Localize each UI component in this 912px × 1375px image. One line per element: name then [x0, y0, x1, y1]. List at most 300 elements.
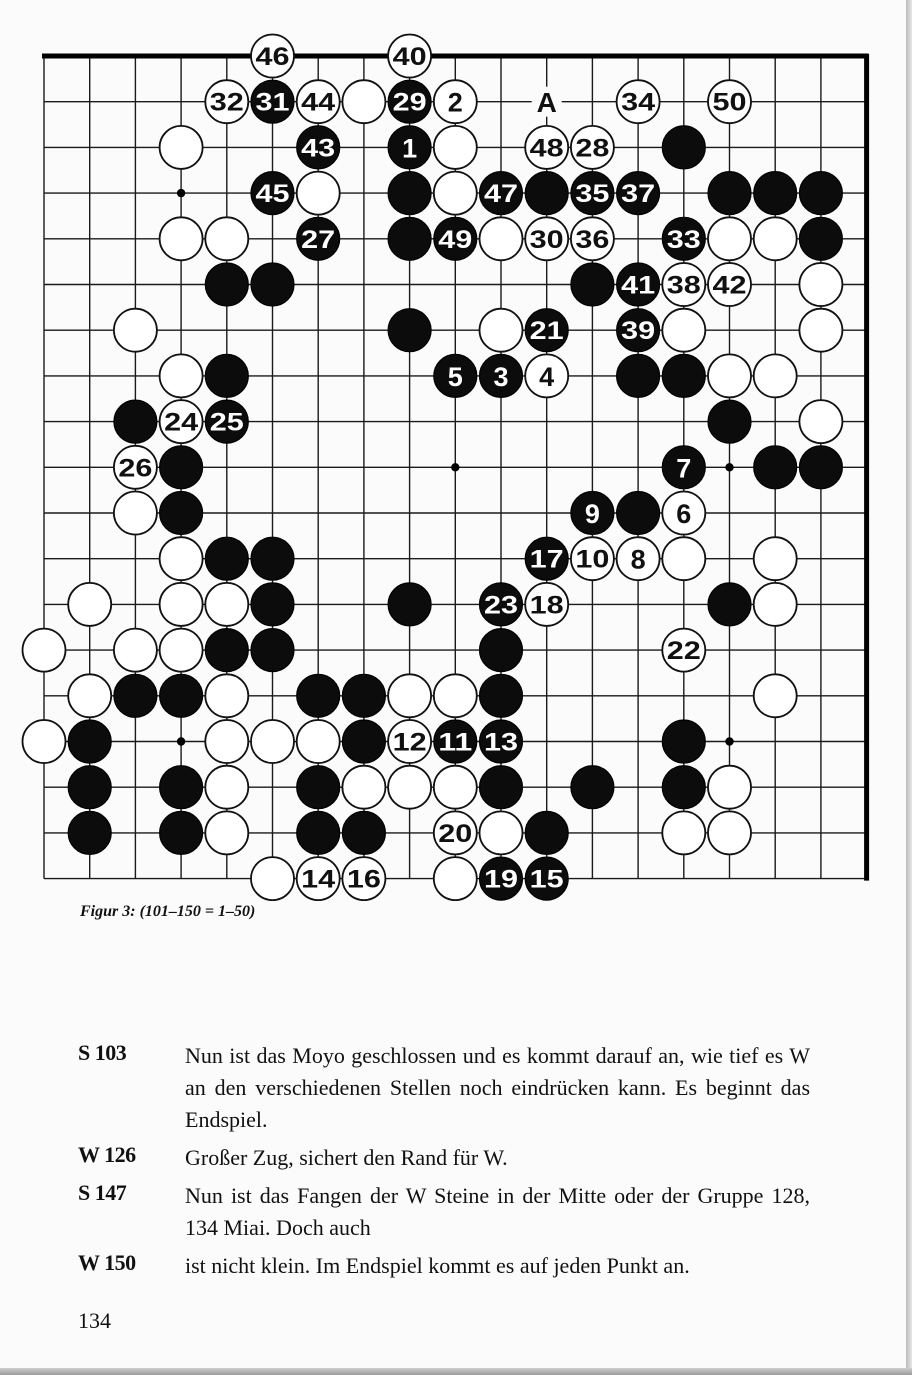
white-stone-disc	[160, 629, 203, 672]
black-stone-disc	[617, 492, 660, 535]
white-stone	[799, 309, 842, 352]
stone-move-number: 14	[301, 865, 336, 894]
black-stone	[708, 400, 751, 443]
page-edge-bottom	[0, 1368, 912, 1375]
black-stone	[297, 674, 340, 717]
white-stone-disc	[342, 80, 385, 123]
white-stone	[114, 629, 157, 672]
white-stone-disc	[297, 720, 340, 763]
stone-move-number: 30	[529, 225, 564, 254]
stone-move-number: 36	[575, 225, 610, 254]
stone-move-number: 34	[621, 88, 656, 117]
stone-move-number: 12	[392, 728, 427, 757]
white-stone	[23, 720, 66, 763]
white-stone	[662, 811, 705, 854]
black-stone-disc	[480, 674, 523, 717]
white-stone	[251, 857, 294, 900]
black-stone	[617, 263, 660, 306]
white-stone	[342, 766, 385, 809]
black-stone	[297, 217, 340, 260]
black-stone	[480, 354, 523, 397]
note-entry	[78, 1250, 818, 1282]
black-stone	[617, 172, 660, 215]
black-stone	[297, 126, 340, 169]
black-stone	[480, 172, 523, 215]
black-stone	[205, 354, 248, 397]
black-stone-disc	[662, 354, 705, 397]
white-stone	[708, 263, 751, 306]
stone-move-number: 8	[630, 544, 646, 575]
white-stone-disc	[754, 674, 797, 717]
white-stone	[388, 35, 431, 78]
black-stone-disc	[662, 766, 705, 809]
black-stone-disc	[205, 537, 248, 580]
stone-move-number: 18	[529, 591, 564, 620]
black-stone	[342, 811, 385, 854]
white-stone-disc	[434, 126, 477, 169]
white-stone	[571, 217, 614, 260]
white-stone-disc	[205, 811, 248, 854]
black-stone	[160, 766, 203, 809]
white-stone-disc	[480, 309, 523, 352]
stone-move-number: 50	[712, 88, 747, 117]
black-stone-disc	[68, 811, 111, 854]
white-stone	[297, 80, 340, 123]
black-stone	[388, 80, 431, 123]
black-stone	[617, 354, 660, 397]
black-stone	[205, 263, 248, 306]
black-stone	[525, 537, 568, 580]
black-stone-disc	[160, 766, 203, 809]
stone-move-number: 38	[666, 271, 701, 300]
black-stone	[434, 720, 477, 763]
white-stone	[617, 80, 660, 123]
stone-move-number: 40	[392, 43, 427, 71]
star-point	[177, 189, 185, 197]
white-stone-disc	[160, 354, 203, 397]
black-stone-disc	[68, 766, 111, 809]
white-stone	[480, 811, 523, 854]
black-stone	[68, 811, 111, 854]
white-stone	[708, 811, 751, 854]
white-stone	[525, 217, 568, 260]
black-stone	[251, 537, 294, 580]
black-stone	[388, 126, 431, 169]
white-stone	[434, 674, 477, 717]
star-point	[725, 463, 733, 471]
black-stone	[708, 172, 751, 215]
black-stone	[205, 537, 248, 580]
black-stone-disc	[297, 674, 340, 717]
black-stone-disc	[799, 217, 842, 260]
stone-move-number: 13	[484, 728, 518, 757]
black-stone	[617, 492, 660, 535]
note-move-label: S 147	[78, 1180, 127, 1205]
white-stone	[114, 492, 157, 535]
stone-move-number: 49	[438, 225, 473, 254]
black-stone	[571, 172, 614, 215]
white-stone	[662, 309, 705, 352]
stone-move-number: 21	[529, 317, 564, 346]
black-stone	[617, 309, 660, 352]
black-stone-disc	[480, 766, 523, 809]
white-stone	[708, 80, 751, 123]
white-stone	[342, 857, 385, 900]
white-stone	[708, 354, 751, 397]
white-stone	[525, 583, 568, 626]
commentary	[78, 1040, 818, 1288]
white-stone-disc	[114, 492, 157, 535]
black-stone	[251, 172, 294, 215]
white-stone-disc	[297, 172, 340, 215]
white-stone	[480, 217, 523, 260]
white-stone-disc	[205, 217, 248, 260]
black-stone-disc	[114, 400, 157, 443]
black-stone	[388, 217, 431, 260]
black-stone	[114, 674, 157, 717]
white-stone	[799, 263, 842, 306]
stone-move-number: 10	[575, 545, 610, 574]
white-stone-disc	[160, 217, 203, 260]
white-stone	[754, 674, 797, 717]
stone-move-number: 48	[529, 134, 564, 163]
black-stone	[342, 674, 385, 717]
white-stone	[297, 857, 340, 900]
black-stone	[342, 720, 385, 763]
black-stone	[205, 629, 248, 672]
white-stone	[525, 126, 568, 169]
black-stone-disc	[251, 263, 294, 306]
black-stone	[799, 446, 842, 489]
stone-move-number: 26	[118, 454, 153, 483]
stone-move-number: 2	[447, 87, 463, 118]
marker-letter: A	[536, 87, 557, 119]
note-entry	[78, 1180, 818, 1244]
black-stone-disc	[388, 583, 431, 626]
white-stone	[205, 80, 248, 123]
white-stone-disc	[205, 674, 248, 717]
black-stone-disc	[525, 811, 568, 854]
black-stone	[388, 583, 431, 626]
stone-move-number: 39	[621, 317, 656, 346]
black-stone	[525, 811, 568, 854]
black-stone	[480, 766, 523, 809]
white-stone-disc	[434, 766, 477, 809]
black-stone-disc	[754, 172, 797, 215]
stone-move-number: 46	[255, 43, 290, 71]
black-stone-disc	[388, 172, 431, 215]
black-stone	[571, 263, 614, 306]
white-stone	[297, 172, 340, 215]
black-stone	[799, 172, 842, 215]
white-stone-disc	[205, 766, 248, 809]
stone-move-number: 25	[209, 408, 244, 437]
stone-move-number: 4	[539, 361, 555, 392]
white-stone	[434, 126, 477, 169]
white-stone	[662, 629, 705, 672]
white-stone-disc	[799, 263, 842, 306]
black-stone	[114, 400, 157, 443]
white-stone-disc	[23, 720, 66, 763]
stone-move-number: 1	[402, 133, 418, 164]
white-stone	[205, 720, 248, 763]
white-stone-disc	[662, 537, 705, 580]
star-point	[177, 737, 185, 745]
white-stone	[251, 720, 294, 763]
white-stone	[23, 629, 66, 672]
black-stone	[251, 263, 294, 306]
stone-move-number: 42	[712, 271, 747, 300]
black-stone-disc	[251, 537, 294, 580]
black-stone	[388, 172, 431, 215]
white-stone	[205, 766, 248, 809]
black-stone	[480, 583, 523, 626]
white-stone-disc	[708, 354, 751, 397]
black-stone-disc	[205, 354, 248, 397]
white-stone	[434, 811, 477, 854]
white-stone	[160, 126, 203, 169]
page-edge-right	[906, 0, 912, 1375]
page-number: 134	[78, 1308, 111, 1333]
black-stone	[160, 492, 203, 535]
figure-caption: Figur 3: (101–150 = 1–50)	[80, 903, 256, 920]
white-stone	[434, 172, 477, 215]
white-stone	[205, 217, 248, 260]
stone-move-number: 16	[346, 865, 381, 894]
white-stone	[160, 217, 203, 260]
point-marker	[532, 87, 562, 119]
black-stone-disc	[160, 674, 203, 717]
stone-move-number: 28	[575, 134, 610, 163]
white-stone-disc	[480, 217, 523, 260]
black-stone-disc	[342, 811, 385, 854]
white-stone	[114, 309, 157, 352]
white-stone	[754, 537, 797, 580]
note-move-label: S 103	[78, 1040, 127, 1065]
stone-move-number: 7	[676, 453, 692, 484]
black-stone-disc	[160, 446, 203, 489]
black-stone-disc	[708, 583, 751, 626]
white-stone-disc	[754, 537, 797, 580]
black-stone	[571, 766, 614, 809]
black-stone	[480, 674, 523, 717]
note-text: Nun ist das Moyo geschlossen und es kommt darauf an, wie tief es W an den verschiedenen Stellen noch eindrücken kann. Es beginnt das Endspiel.	[185, 1043, 810, 1132]
black-stone	[662, 720, 705, 763]
black-stone-disc	[617, 354, 660, 397]
white-stone-disc	[662, 309, 705, 352]
note-text: Großer Zug, sichert den Rand für W.	[185, 1145, 508, 1170]
black-stone-disc	[205, 263, 248, 306]
black-stone-disc	[662, 720, 705, 763]
white-stone-disc	[799, 309, 842, 352]
white-stone-disc	[160, 126, 203, 169]
white-stone-disc	[708, 217, 751, 260]
stone-move-number: 6	[676, 499, 692, 529]
black-stone	[754, 172, 797, 215]
black-stone	[251, 80, 294, 123]
black-stone	[388, 309, 431, 352]
black-stone-disc	[388, 309, 431, 352]
stone-move-number: 29	[392, 88, 427, 117]
white-stone-disc	[68, 674, 111, 717]
white-stone	[754, 354, 797, 397]
black-stone	[434, 354, 477, 397]
white-stone	[205, 583, 248, 626]
black-stone-disc	[342, 674, 385, 717]
white-stone	[160, 354, 203, 397]
white-stone	[342, 80, 385, 123]
black-stone-disc	[297, 811, 340, 854]
star-point	[725, 737, 733, 745]
black-stone-disc	[525, 172, 568, 215]
white-stone	[114, 446, 157, 489]
stone-move-number: 37	[621, 180, 656, 209]
white-stone	[754, 583, 797, 626]
black-stone	[662, 766, 705, 809]
white-stone	[205, 674, 248, 717]
white-stone-disc	[160, 583, 203, 626]
black-stone	[480, 720, 523, 763]
black-stone	[297, 766, 340, 809]
black-stone	[525, 857, 568, 900]
stone-move-number: 17	[529, 545, 564, 574]
note-text: Nun ist das Fangen der W Steine in der Mitte oder der Gruppe 128, 134 Miai. Doch auch	[185, 1183, 810, 1240]
stone-move-number: 41	[621, 271, 656, 300]
black-stone	[754, 446, 797, 489]
star-point	[451, 463, 459, 471]
black-stone	[708, 583, 751, 626]
white-stone-disc	[68, 583, 111, 626]
white-stone	[160, 583, 203, 626]
white-stone-disc	[114, 309, 157, 352]
black-stone-disc	[342, 720, 385, 763]
black-stone	[525, 172, 568, 215]
white-stone-disc	[708, 766, 751, 809]
black-stone-disc	[799, 446, 842, 489]
black-stone-disc	[708, 400, 751, 443]
white-stone	[251, 35, 294, 78]
stone-move-number: 43	[301, 134, 336, 163]
black-stone-disc	[388, 217, 431, 260]
black-stone-disc	[571, 263, 614, 306]
black-stone-disc	[297, 766, 340, 809]
black-stone-disc	[205, 629, 248, 672]
note-move-label: W 126	[78, 1142, 136, 1167]
stone-move-number: 20	[438, 819, 473, 848]
white-stone	[662, 492, 705, 535]
white-stone	[571, 537, 614, 580]
white-stone-disc	[23, 629, 66, 672]
black-stone-disc	[251, 629, 294, 672]
note-entry	[78, 1040, 818, 1136]
black-stone-disc	[160, 492, 203, 535]
stone-move-number: 24	[164, 408, 199, 437]
stone-move-number: 33	[666, 225, 701, 254]
white-stone-disc	[114, 629, 157, 672]
black-stone	[525, 309, 568, 352]
note-entry	[78, 1142, 818, 1174]
white-stone	[388, 674, 431, 717]
white-stone-disc	[434, 857, 477, 900]
white-stone	[434, 80, 477, 123]
black-stone	[662, 354, 705, 397]
white-stone-disc	[388, 766, 431, 809]
black-stone	[434, 217, 477, 260]
black-stone	[68, 720, 111, 763]
black-stone-disc	[68, 720, 111, 763]
white-stone	[205, 811, 248, 854]
black-stone	[662, 446, 705, 489]
white-stone	[662, 263, 705, 306]
black-stone	[662, 217, 705, 260]
stone-move-number: 23	[484, 591, 518, 620]
white-stone	[754, 217, 797, 260]
white-stone-disc	[251, 720, 294, 763]
black-stone-disc	[571, 766, 614, 809]
white-stone	[297, 720, 340, 763]
white-stone-disc	[205, 583, 248, 626]
black-stone-disc	[480, 629, 523, 672]
black-stone-disc	[754, 446, 797, 489]
white-stone	[525, 354, 568, 397]
stone-move-number: 47	[484, 180, 518, 209]
black-stone	[160, 811, 203, 854]
white-stone-disc	[754, 354, 797, 397]
stone-move-number: 3	[493, 361, 509, 392]
stone-move-number: 15	[529, 865, 564, 894]
white-stone	[68, 583, 111, 626]
white-stone	[434, 766, 477, 809]
black-stone-disc	[662, 126, 705, 169]
white-stone	[480, 309, 523, 352]
stone-move-number: 19	[484, 865, 518, 894]
white-stone-disc	[754, 583, 797, 626]
black-stone	[251, 583, 294, 626]
black-stone	[571, 492, 614, 535]
stone-move-number: 32	[209, 88, 244, 117]
stone-move-number: 22	[666, 637, 701, 666]
white-stone-disc	[388, 674, 431, 717]
white-stone	[799, 400, 842, 443]
white-stone	[160, 629, 203, 672]
stone-move-number: 5	[447, 361, 463, 392]
stone-move-number: 31	[255, 88, 290, 117]
white-stone-disc	[434, 172, 477, 215]
note-move-label: W 150	[78, 1250, 136, 1275]
black-stone	[160, 674, 203, 717]
white-stone	[388, 766, 431, 809]
black-stone	[297, 811, 340, 854]
note-text: ist nicht klein. Im Endspiel kommt es auf jeden Punkt an.	[185, 1253, 690, 1278]
black-stone-disc	[160, 811, 203, 854]
black-stone	[68, 766, 111, 809]
stone-move-number: 9	[584, 499, 600, 529]
white-stone	[708, 766, 751, 809]
stone-move-number: 45	[255, 180, 290, 209]
white-stone-disc	[342, 766, 385, 809]
white-stone	[662, 537, 705, 580]
black-stone	[480, 629, 523, 672]
black-stone-disc	[251, 583, 294, 626]
white-stone-disc	[708, 811, 751, 854]
black-stone-disc	[114, 674, 157, 717]
black-stone	[251, 629, 294, 672]
white-stone-disc	[205, 720, 248, 763]
black-stone	[160, 446, 203, 489]
black-stone	[799, 217, 842, 260]
white-stone-disc	[434, 674, 477, 717]
white-stone	[388, 720, 431, 763]
